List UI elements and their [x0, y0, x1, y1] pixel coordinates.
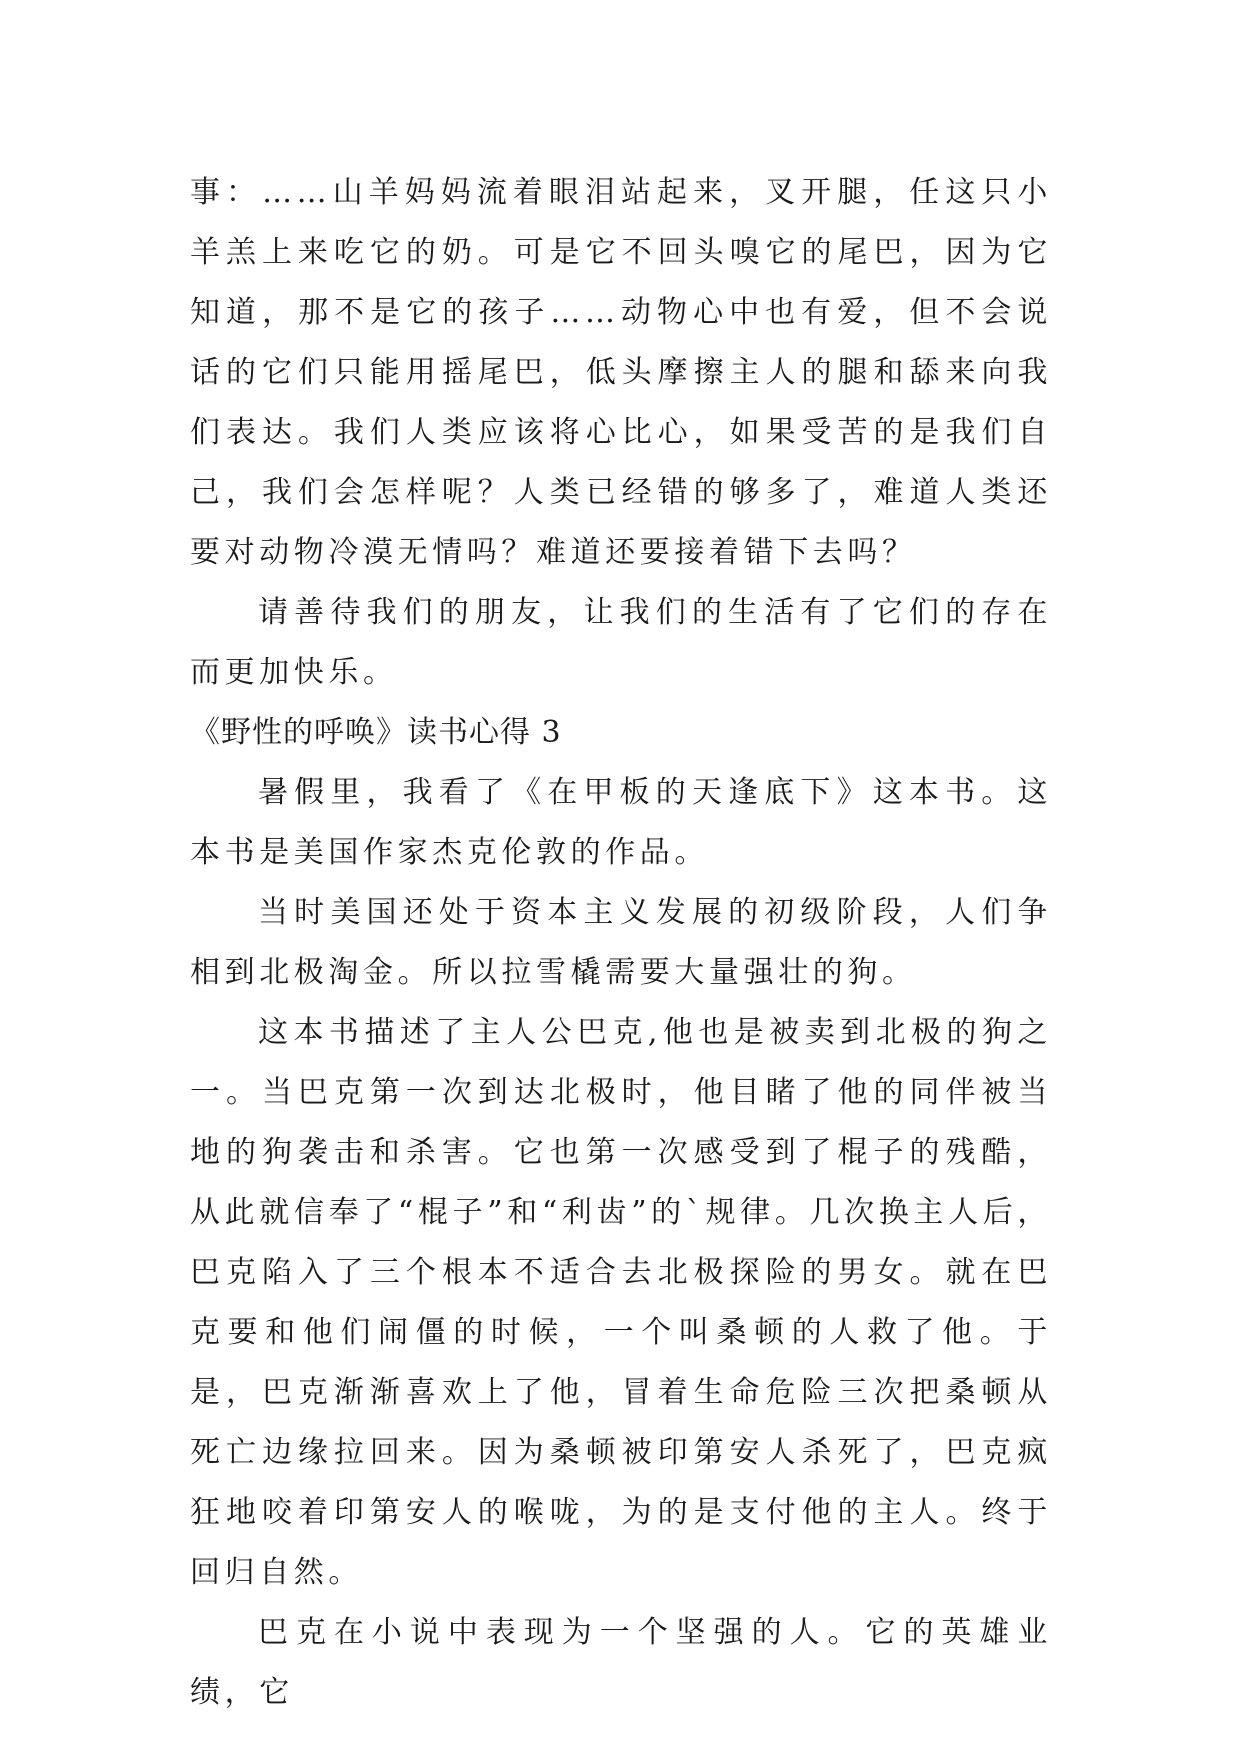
paragraph-kindness: 请善待我们的朋友，让我们的生活有了它们的存在而更加快乐。 — [190, 595, 1052, 690]
paragraph-book-intro: 暑假里，我看了《在甲板的天逢底下》这本书。这本书是美国作家杰克伦敦的作品。 — [190, 775, 1052, 870]
paragraph-plot: 这本书描述了主人公巴克,他也是被卖到北极的狗之一。当巴克第一次到达北极时，他目睹了他的同伴被当地的狗袭击和杀害。它也第一次感受到了棍子的残酷，从此就信奉了“棍子”和“利齿”的`规律。几次换主人后，巴克陷入了三个根本不适合去北极探险的男女。就在巴克要和他们闹僵的时候，一个叫桑顿的人救了他。于是，巴克渐渐喜欢上了他，冒着生命危险三次把桑顿从死亡边缘拉回来。因为桑顿被印第安人杀死了，巴克疯狂地咬着印第安人的喉咙，为的是支付他的主人。终于回归自然。 — [190, 1015, 1052, 1590]
section-heading: 《野性的呼唤》读书心得 3 — [190, 715, 562, 750]
paragraph-background: 当时美国还处于资本主义发展的初级阶段，人们争相到北极淘金。所以拉雪橇需要大量强壮的狗。 — [190, 895, 1052, 990]
paragraph-character: 巴克在小说中表现为一个坚强的人。它的英雄业绩，它 — [190, 1615, 1052, 1710]
paragraph-continuation: 事：……山羊妈妈流着眼泪站起来，叉开腿，任这只小羊羔上来吃它的奶。可是它不回头嗅它的尾巴，因为它知道，那不是它的孩子……动物心中也有爱，但不会说话的它们只能用摇尾巴，低头摩擦主人的腿和舔来向我们表达。我们人类应该将心比心，如果受苦的是我们自己，我们会怎样呢？人类已经错的够多了，难道人类还要对动物冷漠无情吗？难道还要接着错下去吗？ — [190, 175, 1052, 570]
document-body — [190, 163, 1052, 1723]
